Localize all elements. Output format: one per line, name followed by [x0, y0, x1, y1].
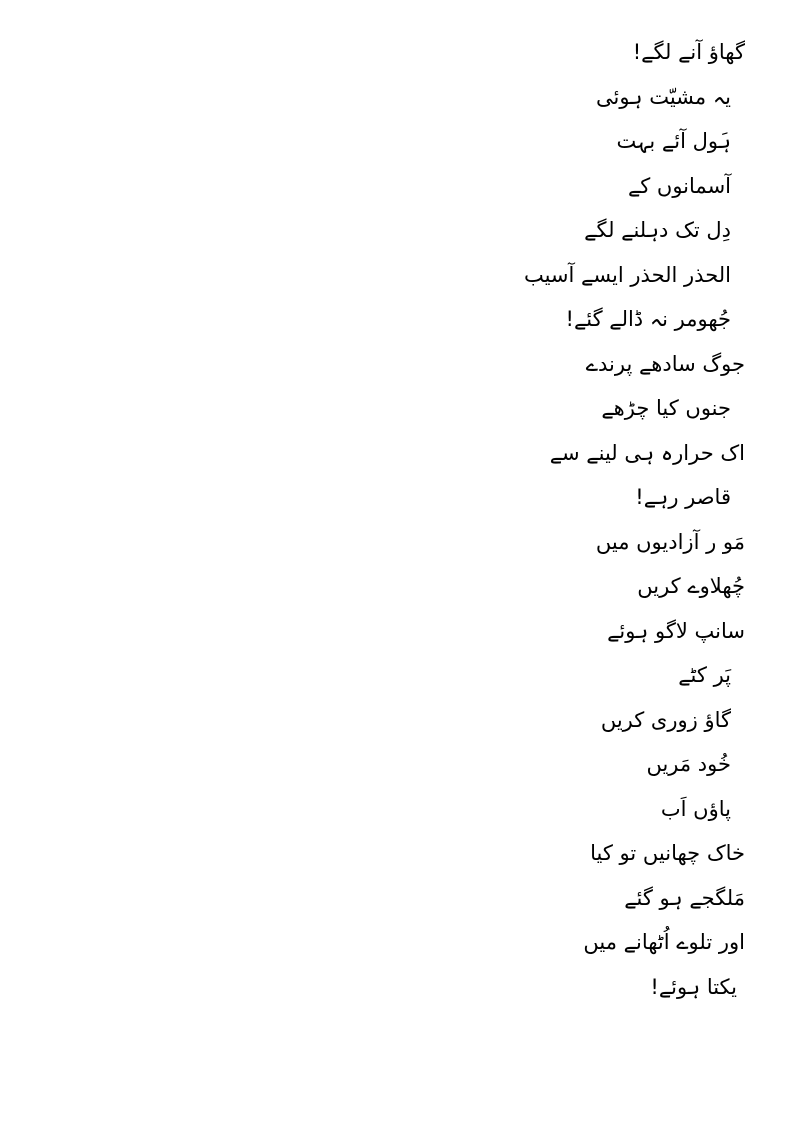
poem-line: ہَول آئے بہت — [616, 129, 731, 153]
poem-line: الحذر الحذر ایسے آسیب — [523, 262, 731, 287]
poem-line: آسمانوں کے — [627, 173, 731, 198]
poem-line: یکتا ہوئے! — [650, 974, 737, 999]
poem-line: پاؤں اَب — [660, 796, 731, 821]
poem-line: یہ مشیّت ہوئی — [596, 84, 731, 109]
poem-line: جُھومر نہ ڈالے گئے! — [565, 307, 731, 331]
poem-line: مَلگجے ہو گئے — [624, 885, 745, 910]
poem-line: سانپ لاگو ہوئے — [607, 618, 745, 643]
poem-line: خاک چھانیں تو کیا — [590, 841, 745, 865]
poem-line: گاؤ زوری کریں — [600, 707, 731, 732]
poem-line: چُھلاوے کریں — [637, 574, 745, 598]
poem-line: پَر کٹے — [678, 663, 731, 687]
poem-line: مَو ر آزادیوں میں — [595, 529, 745, 554]
poem-line: اور تلوے اُٹھانے میں — [583, 930, 745, 954]
poem-line: جنوں کیا چڑھے — [601, 396, 731, 420]
poem-line: قاصر رہے! — [635, 485, 731, 509]
poem-line: دِل تک دہلنے لگے — [584, 218, 731, 242]
poem-line: خُود مَریں — [646, 752, 731, 776]
poem-line: گھاؤ آنے لگے! — [632, 40, 745, 64]
poem — [485, 30, 745, 1009]
poem-line: جوگ سادھے پرندے — [585, 351, 745, 376]
poem-line: اک حرارہ ہی لینے سے — [549, 440, 745, 465]
